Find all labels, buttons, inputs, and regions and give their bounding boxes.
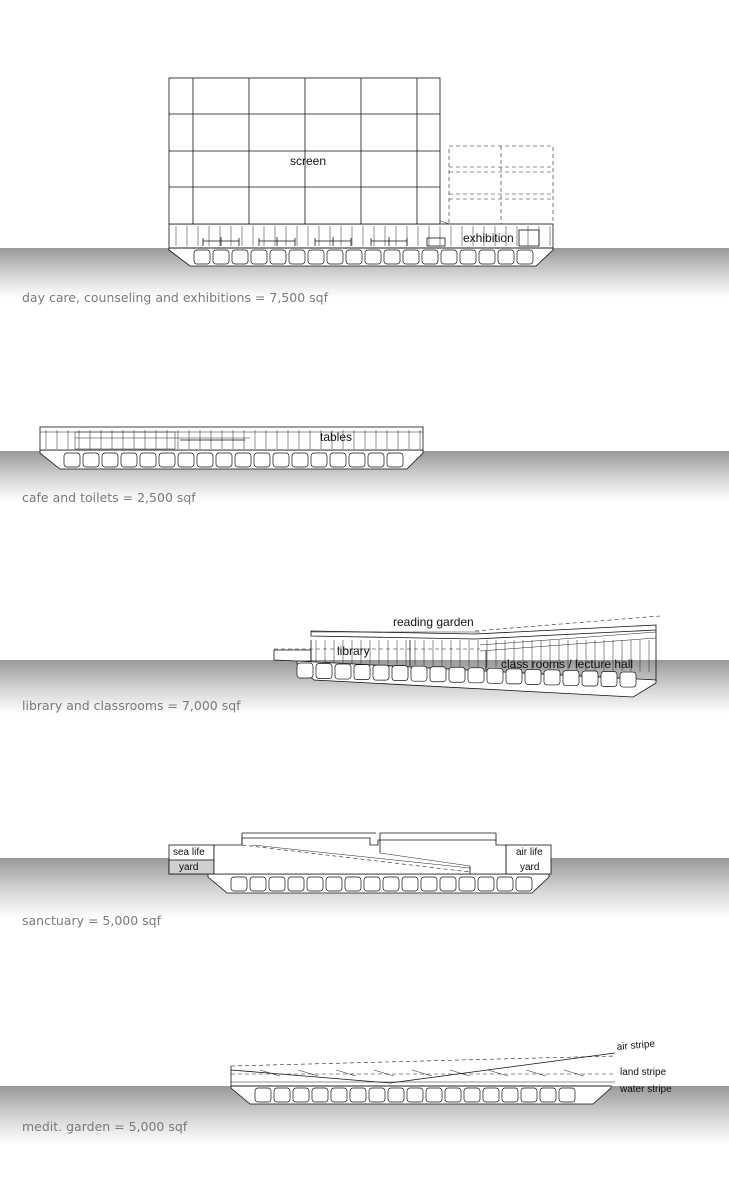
air-stripe-thick (231, 1070, 390, 1083)
pontoon-cell (364, 877, 380, 891)
pontoon-cell (251, 250, 267, 264)
exhibition-label: exhibition (463, 231, 514, 245)
pontoon-cell (498, 250, 514, 264)
pontoon-cell (521, 1088, 537, 1102)
pontoon-cell (387, 453, 403, 467)
section-caption: medit. garden = 5,000 sqf (22, 1119, 188, 1134)
planter (298, 1070, 318, 1076)
display-case (519, 230, 539, 246)
pontoon-cell (369, 1088, 385, 1102)
tables-label: tables (320, 430, 353, 444)
pontoon-cell (316, 664, 332, 679)
pontoon-cell (384, 250, 400, 264)
air-stripe-thick (390, 1053, 615, 1083)
air-yard-label: yard (520, 862, 540, 873)
pontoon-cell (478, 877, 494, 891)
pontoon-cell (307, 877, 323, 891)
sea-yard-label: yard (179, 862, 199, 873)
pontoon-cell (311, 453, 327, 467)
pontoon-cell (83, 453, 99, 467)
reading-garden-label: reading garden (393, 615, 474, 629)
land-stripe-label: land stripe (620, 1067, 667, 1078)
pontoon-cell (411, 666, 427, 681)
pontoon-cell (516, 877, 532, 891)
pontoon-cell (140, 453, 156, 467)
garden-stripes (231, 1053, 615, 1086)
pontoon-cell (468, 668, 484, 683)
library-label: library (337, 644, 370, 658)
pontoon-cell (460, 250, 476, 264)
pontoon-cell (121, 453, 137, 467)
pontoon-cell (402, 877, 418, 891)
pontoon-cell (388, 1088, 404, 1102)
water-stripe-label: water stripe (620, 1084, 672, 1095)
pontoon-cell (274, 1088, 290, 1102)
pontoon-cells (255, 1088, 575, 1102)
screen-label: screen (290, 154, 327, 168)
cafe-section (0, 427, 729, 505)
pontoon-cell (403, 250, 419, 264)
planter (526, 1070, 546, 1076)
pontoon-cell (368, 453, 384, 467)
pontoon-cell (235, 453, 251, 467)
pontoon-cell (497, 877, 513, 891)
cafe-volume (40, 427, 423, 450)
desk (427, 238, 445, 246)
pontoon-cell (350, 1088, 366, 1102)
pontoon-cell (383, 877, 399, 891)
pontoon-cell (270, 250, 286, 264)
pontoon-cell (345, 877, 361, 891)
pontoon-cell (297, 663, 313, 678)
pontoon-cell (335, 664, 351, 679)
pontoon-cell (430, 667, 446, 682)
pontoon-cell (273, 453, 289, 467)
pontoon-cell (326, 877, 342, 891)
sanctuary-volume (214, 838, 506, 874)
pontoon-cell (232, 250, 248, 264)
pontoon-cell (517, 250, 533, 264)
pontoon-cell (254, 453, 270, 467)
pontoon-cell (544, 670, 560, 685)
pontoon-cell (250, 877, 266, 891)
pontoon-cell (525, 669, 541, 684)
pontoon-cell (178, 453, 194, 467)
pontoon-cell (312, 1088, 328, 1102)
pontoon-cell (255, 1088, 271, 1102)
section-caption: sanctuary = 5,000 sqf (22, 913, 162, 928)
pontoon-cell (327, 250, 343, 264)
planter (564, 1070, 584, 1076)
pontoon-cell (601, 672, 617, 687)
pontoon-cell (506, 669, 522, 684)
pontoon-cell (216, 453, 232, 467)
pontoon-cell (289, 250, 305, 264)
sea-life-label: sea life (173, 847, 205, 858)
sanctuary-structure (169, 833, 551, 874)
pontoon-cell (449, 667, 465, 682)
section-caption: day care, counseling and exhibitions = 7,500 sqf (22, 290, 328, 305)
air-stripe-label: air stripe (616, 1038, 656, 1053)
planter (336, 1070, 356, 1076)
pontoon-cell (213, 250, 229, 264)
pontoon-cell (421, 877, 437, 891)
pontoon-cell (563, 670, 579, 685)
pontoon-cell (197, 453, 213, 467)
pontoon-cell (373, 665, 389, 680)
pontoon-cell (288, 877, 304, 891)
air-life-label: air life (516, 847, 543, 858)
pontoon-cell (392, 666, 408, 681)
library-volume (274, 650, 311, 661)
pontoon-cell (269, 877, 285, 891)
pontoon-cell (582, 671, 598, 686)
pontoon-cell (479, 250, 495, 264)
pontoon-cell (346, 250, 362, 264)
pontoon-cell (292, 453, 308, 467)
exhibition-volume (449, 146, 553, 224)
pontoon-cell (540, 1088, 556, 1102)
section-caption: cafe and toilets = 2,500 sqf (22, 490, 196, 505)
classrooms-label: class rooms / lecture hall (501, 657, 634, 671)
pontoon-cell (365, 250, 381, 264)
pontoon-cell (459, 877, 475, 891)
pontoon-cell (349, 453, 365, 467)
pontoon-cell (64, 453, 80, 467)
section-caption: library and classrooms = 7,000 sqf (22, 698, 241, 713)
pontoon-cell (354, 665, 370, 680)
library-section (0, 615, 729, 714)
pontoon-cell (422, 250, 438, 264)
pontoon-cell (102, 453, 118, 467)
pontoon-cell (441, 250, 457, 264)
planter (488, 1070, 508, 1076)
pontoon-cell (330, 453, 346, 467)
garden-section (0, 1039, 729, 1144)
pontoon-cell (194, 250, 210, 264)
sanctuary-section (0, 833, 729, 928)
pontoon-cell (308, 250, 324, 264)
pontoon-cell (502, 1088, 518, 1102)
pontoon-cell (464, 1088, 480, 1102)
pontoon-cell (559, 1088, 575, 1102)
pontoon-cell (331, 1088, 347, 1102)
daycare-section (0, 78, 729, 305)
pontoon-cell (231, 877, 247, 891)
pontoon-cell (440, 877, 456, 891)
pontoon-cell (426, 1088, 442, 1102)
pontoon-cell (620, 672, 636, 687)
planter (412, 1070, 432, 1076)
pontoon-cell (483, 1088, 499, 1102)
pontoon-cell (159, 453, 175, 467)
pontoon-cell (407, 1088, 423, 1102)
pontoon-cell (445, 1088, 461, 1102)
planter (374, 1070, 394, 1076)
pontoon-cell (293, 1088, 309, 1102)
